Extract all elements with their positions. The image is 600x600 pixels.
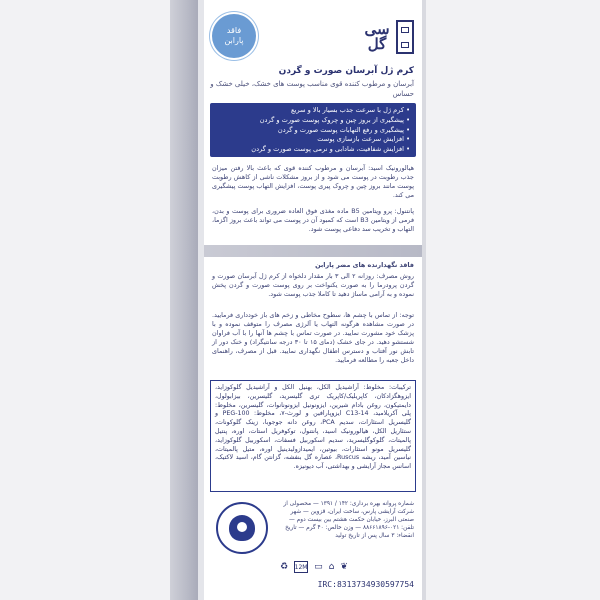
- brand-mark-icon: [396, 20, 414, 54]
- producer-info: شماره پروانه بهره برداری: ۱۴۲ / ۱۳۹۱ — محصولی از شرکت آرایشی پارس، ساخت ایران، قزوین — شهر صنعتی البرز، خیابان حکمت هشتم بین بیست دوم — تلفن: ۰۲۱-۸۸۶۶۱۸۹۶ — وزن خالص: ۴۰ گرم — تاریخ انقضاء: ۳ سال پس از تاریخ تولید: [283, 501, 414, 539]
- benefit-item: • پیشگیری از بروز چین و چروک پوست صورت و گردن: [259, 115, 410, 124]
- paraben-free-note: فاقد نگهدارنده های مضر پارابن: [315, 261, 414, 269]
- ingredients-box: ترکیبات: مخلوط: آراشیدیل الکل، بهنیل الکل و آراشیدیل گلوکوزاید، ایزوهگزادکان، کاپریلیک/کاپریک تری گلیسرید، گلیسرین، بیزابولول، دایمتیکون، روغن بادام شیرین، ایزونونیل ایزونونانوات، گلیسرین، مخلوط: پلی آکریلامید، C13-14 ایزوپارافین و لورث-۷، مخلوط: PEG-100 و گلیسریل استئارات، سدیم PCA، روغن دانه جوجوبا، زینک گلوکونات، ستئاریل الکل، هیالورونیک اسید، پانتنول، توکوفریل استات، اوره، پنتیل پالمیتات، گلوکوگلیسرید، سدیم اسکوربیل فسفات، اسکوربیل گلوکوزاید، گلیسریل مونو استئارات، بیوتین، ایمیدازولیدینیل اوره، متیل پالمیتات، نیاسین آمید، ریشه Ruscus، عصاره گل بنفشه، گزانتن گام، اسید لاکتیک، اسانس مجاز آرایشی و بهداشتی، آب دیونیزه.: [210, 380, 416, 492]
- product-title: کرم ژل آبرسان صورت و گردن: [278, 66, 414, 76]
- panthenol-paragraph: پانتنول: پرو ویتامین B5 ماده مغذی فوق العاده ضروری برای پوست و بدن، فرمی از ویتامین B3 است که کمبود آن در پوست می تواند باعث بروز اگزما، التهاب و تخریب سد دفاعی پوست شود.: [212, 207, 415, 233]
- benefits-box: [210, 103, 416, 157]
- trash-bin-icon: ⌂: [328, 562, 335, 572]
- benefit-item: • کرم ژل با سرعت جذب بسیار بالا و سریع: [291, 106, 410, 114]
- badge-line1: فاقد: [226, 26, 242, 35]
- benefit-item: • افزایش سرعت بازسازی پوست: [317, 135, 410, 144]
- brand-logo: [356, 18, 414, 56]
- book-icon: ▭: [314, 562, 323, 572]
- brand-logo-text: سی گل: [364, 20, 390, 53]
- box-side-stripe: [170, 0, 198, 600]
- packaging-icons: [280, 560, 414, 574]
- hyaluronic-paragraph: هیالورونیک اسید: آبرسان و مرطوب کننده قوی که باعث بالا رفتن میزان جذب رطوبت در پوست می شود و از بروز مشکلات ناشی از کاهش رطوبت پوست مانند بروز چین و چروک پیری پوست، افزایش التهاب پوست پیشگیری می کند.: [212, 164, 414, 199]
- warning-paragraph: توجه: از تماس با چشم ها، سطوح مخاطی و زخم های باز خودداری فرمایید. در صورت مشاهده هرگونه التهاب یا آلرژی مصرف را متوقف نموده و با پزشک خود مشورت نمایید. در صورت تماس با چشم ها آنها را با آب فراوان شستشو دهید. در جای خشک (دمای ۱۵ تا ۳۰ درجه سانتیگراد) و خنک دور از تابش نور آفتاب و دسترس اطفال نگهداری نمایید. قبل از مصرف، راهنمای داخل جعبه را مطالعه فرمایید.: [212, 311, 414, 364]
- product-subtitle: آبرسان و مرطوب کننده قوی مناسب پوست های خشک، خیلی خشک و حساس: [210, 80, 414, 98]
- rabbit-icon: ❦: [340, 562, 348, 572]
- period-after-opening-icon: 12M: [294, 561, 308, 573]
- badge-line2: پارابن: [224, 36, 244, 45]
- benefit-item: • افزایش شفافیت، شادابی و نرمی پوست صورت و گردن: [251, 145, 410, 154]
- divider-band: [204, 245, 422, 257]
- apple-seal-icon: [229, 515, 255, 541]
- usage-paragraph: روش مصرف: روزانه ۲ الی ۳ بار مقدار دلخواه از کرم ژل آبرسان صورت و گردن پرودرما را به صورت یکنواخت بر روی پوست صورت و گردن پخش نموده و به آرامی ماساژ دهید تا کاملا جذب پوست شود.: [212, 272, 414, 298]
- benefit-item: • پیشگیری و رفع التهابات پوست صورت و گردن: [277, 125, 410, 134]
- paraben-free-badge: [212, 14, 256, 58]
- product-box-panel: [204, 0, 422, 600]
- health-seal-icon: [216, 502, 268, 554]
- irc-code: IRC:8313734930597754: [317, 580, 414, 589]
- recycle-icon: ♻: [280, 562, 289, 572]
- box-right-edge: [422, 0, 426, 600]
